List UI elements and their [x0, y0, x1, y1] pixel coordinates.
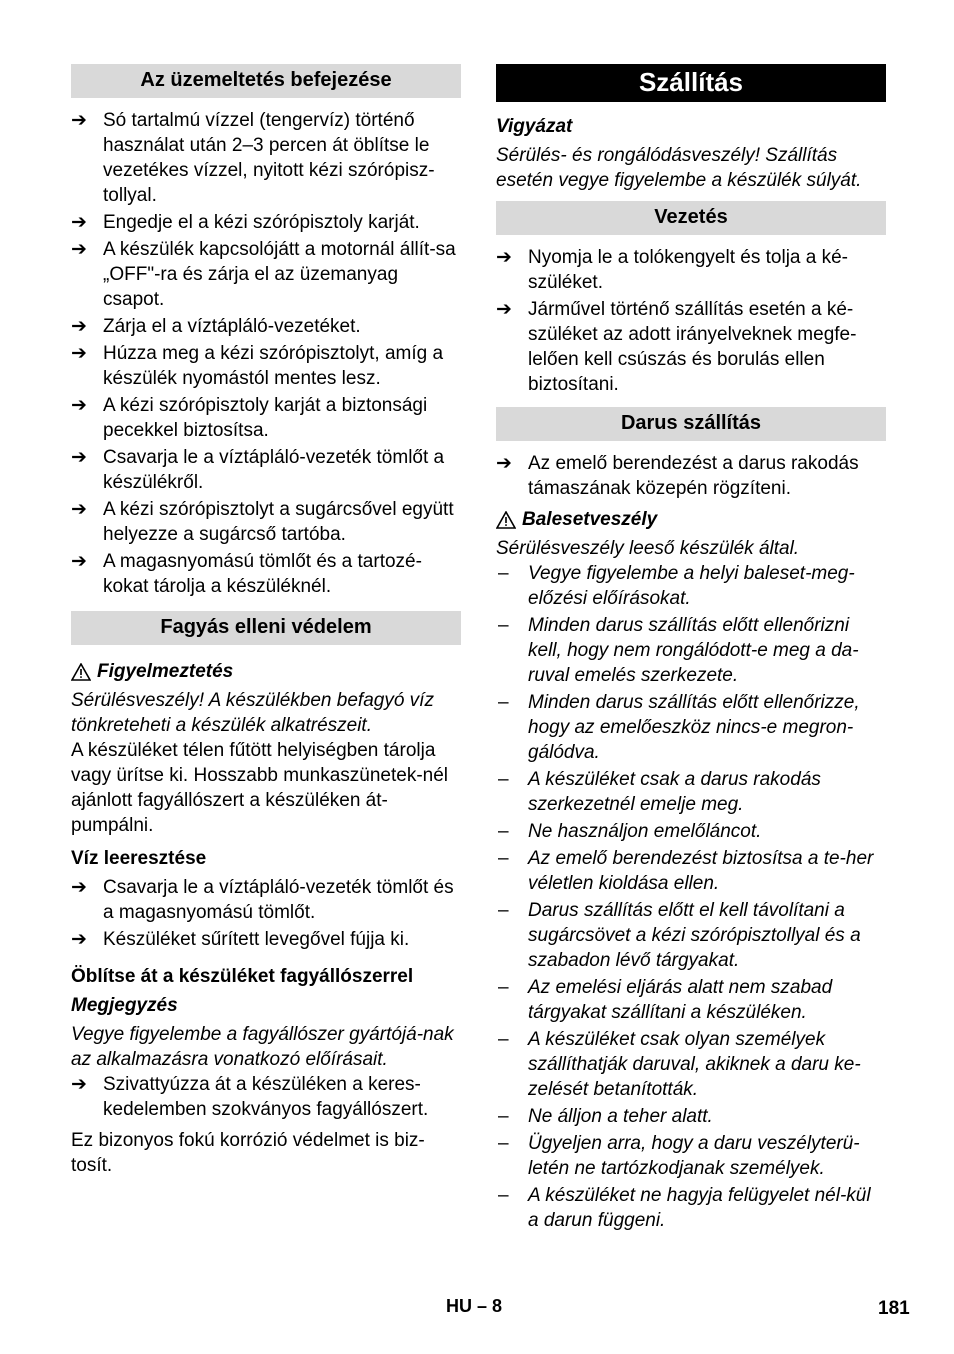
dash-bullet: –	[498, 977, 509, 998]
right-column	[496, 64, 886, 1235]
dash-bullet: –	[498, 1106, 509, 1127]
warning-triangle-icon	[496, 511, 516, 529]
frost-body-text: A készüléket télen fűtött helyiségben tárolja vagy ürítse ki. Hosszabb munkaszünetek-nél ajánlott fagyállószert a készüléken át-pumpálni.	[71, 740, 449, 836]
drain-steps-list	[71, 875, 461, 952]
warning-label: Figyelmeztetés	[97, 661, 234, 682]
driving-steps-list	[496, 245, 886, 397]
list-item: – Ügyeljen arra, hogy a daru veszélyterü-letén ne tartózkodjanak személyek.	[498, 1133, 860, 1179]
list-item: ➔ A kézi szórópisztoly karját a biztonsági pecekkel biztosítsa.	[71, 395, 428, 441]
warning-text: Sérülésveszély! A készülékben befagyó víz tönkreteheti a készülék alkatrészeit.	[71, 690, 434, 736]
caution-label: Vigyázat	[496, 116, 573, 137]
footer-page-number: 181	[878, 1298, 910, 1319]
dash-bullet: –	[498, 1185, 509, 1206]
list-item: – Az emelő berendezést biztosítsa a te-her véletlen kioldása ellen.	[498, 848, 874, 894]
closing-text: Ez bizonyos fokú korrózió védelmet is biz-tosít.	[71, 1130, 425, 1176]
list-item: – Ne használjon emelőláncot.	[498, 821, 762, 842]
warning-heading	[71, 659, 461, 684]
caution-text: Sérülés- és rongálódásveszély! Szállítás esetén vegye figyelembe a készülék súlyát.	[496, 145, 862, 191]
list-item: ➔ Nyomja le a tolókengyelt és tolja a ké-szüléket.	[496, 247, 848, 293]
dash-bullet: –	[498, 1029, 509, 1050]
right-arrow-icon: ➔	[71, 316, 87, 337]
list-item: ➔ Járművel történő szállítás esetén a ké-szüléket az adott irányelveknek megfe-lelően kell csúszás és borulás ellen biztosítani.	[496, 299, 857, 395]
danger-label: Balesetveszély	[522, 509, 658, 530]
right-arrow-icon: ➔	[71, 239, 87, 260]
subheading-drain-water: Víz leeresztése	[71, 848, 207, 869]
section-heading-driving: Vezetés	[496, 201, 886, 235]
section-heading-shutdown: Az üzemeltetés befejezése	[71, 64, 461, 98]
list-item: ➔ Készüléket sűrített levegővel fújja ki.	[71, 929, 410, 950]
list-item: ➔ Só tartalmú vízzel (tengervíz) történő használat után 2–3 percen át öblítse le vezetékes vízzel, nyitott kézi szórópisz-tollyal.	[71, 110, 435, 206]
list-item: – A készüléket csak a darus rakodás szerkezetnél emelje meg.	[498, 769, 821, 815]
section-heading-crane-transport: Darus szállítás	[496, 407, 886, 441]
right-arrow-icon: ➔	[496, 247, 512, 268]
right-arrow-icon: ➔	[71, 877, 87, 898]
list-item: ➔ Az emelő berendezést a darus rakodás támaszának közepén rögzíteni.	[496, 453, 859, 499]
right-arrow-icon: ➔	[71, 395, 87, 416]
list-item: – Minden darus szállítás előtt ellenőrizni kell, hogy nem rongálódott-e meg a da-ruval emelés szerkezete.	[498, 615, 859, 686]
page-title: Szállítás	[496, 64, 886, 102]
list-item: ➔ Szivattyúzza át a készüléken a keres-kedelemben szokványos fagyállószert.	[71, 1074, 429, 1120]
shutdown-steps-list	[71, 108, 461, 599]
crane-safety-list	[496, 561, 886, 1233]
right-arrow-icon: ➔	[71, 343, 87, 364]
right-arrow-icon: ➔	[496, 299, 512, 320]
list-item: – Darus szállítás előtt el kell távolítani a sugárcsövet a kézi szórópisztollyal és a szabadon lévő tárgyakat.	[498, 900, 861, 971]
dash-bullet: –	[498, 848, 509, 869]
dash-bullet: –	[498, 1133, 509, 1154]
left-column	[71, 64, 461, 1178]
list-item: ➔ Csavarja le a víztápláló-vezeték tömlőt a készülékről.	[71, 447, 445, 493]
crane-steps-list	[496, 451, 886, 501]
right-arrow-icon: ➔	[71, 929, 87, 950]
list-item: ➔ A kézi szórópisztolyt a sugárcsővel együtt helyezze a sugárcső tartóba.	[71, 499, 454, 545]
list-item: – Minden darus szállítás előtt ellenőrizze, hogy az emelőeszköz nincs-e megron-gálódva.	[498, 692, 860, 763]
section-heading-frost-protection: Fagyás elleni védelem	[71, 611, 461, 645]
right-arrow-icon: ➔	[71, 1074, 87, 1095]
warning-triangle-icon	[71, 663, 91, 681]
right-arrow-icon: ➔	[71, 212, 87, 233]
list-item: ➔ A készülék kapcsolójátt a motornál állít-sa „OFF"-ra és zárja el az üzemanyag csapot.	[71, 239, 456, 310]
list-item: – Vegye figyelembe a helyi baleset-meg-előzési előírásokat.	[498, 563, 855, 609]
dash-bullet: –	[498, 821, 509, 842]
list-item: – Ne álljon a teher alatt.	[498, 1106, 713, 1127]
right-arrow-icon: ➔	[71, 499, 87, 520]
list-item: ➔ Engedje el a kézi szórópisztoly karját.	[71, 212, 420, 233]
right-arrow-icon: ➔	[71, 551, 87, 572]
list-item: ➔ Csavarja le a víztápláló-vezeték tömlőt és a magasnyomású tömlőt.	[71, 877, 454, 923]
right-arrow-icon: ➔	[71, 110, 87, 131]
list-item: ➔ Húzza meg a kézi szórópisztolyt, amíg a készülék nyomástól mentes lesz.	[71, 343, 444, 389]
danger-text: Sérülésveszély leeső készülék által.	[496, 538, 800, 559]
list-item: – A készüléket ne hagyja felügyelet nél-kül a darun függeni.	[498, 1185, 871, 1231]
dash-bullet: –	[498, 692, 509, 713]
right-arrow-icon: ➔	[71, 447, 87, 468]
dash-bullet: –	[498, 615, 509, 636]
list-item: ➔ Zárja el a víztápláló-vezetéket.	[71, 316, 361, 337]
note-text: Vegye figyelembe a fagyállószer gyártójá-nak az alkalmazásra vonatkozó előírásait.	[71, 1024, 454, 1070]
dash-bullet: –	[498, 769, 509, 790]
list-item: – A készüléket csak olyan személyek szállíthatják daruval, akiknek a daru ke-zelését betanították.	[498, 1029, 861, 1100]
right-arrow-icon: ➔	[496, 453, 512, 474]
note-label: Megjegyzés	[71, 995, 178, 1016]
list-item: – Az emelési eljárás alatt nem szabad tárgyakat szállítani a készüléken.	[498, 977, 833, 1023]
footer-language-page: HU – 8	[446, 1296, 503, 1316]
dash-bullet: –	[498, 563, 509, 584]
list-item: ➔ A magasnyomású tömlőt és a tartozé-kokat tárolja a készüléknél.	[71, 551, 422, 597]
antifreeze-steps-list	[71, 1072, 461, 1122]
dash-bullet: –	[498, 900, 509, 921]
subheading-antifreeze: Öblítse át a készüléket fagyállószerrel	[71, 966, 414, 987]
danger-heading	[496, 507, 886, 532]
